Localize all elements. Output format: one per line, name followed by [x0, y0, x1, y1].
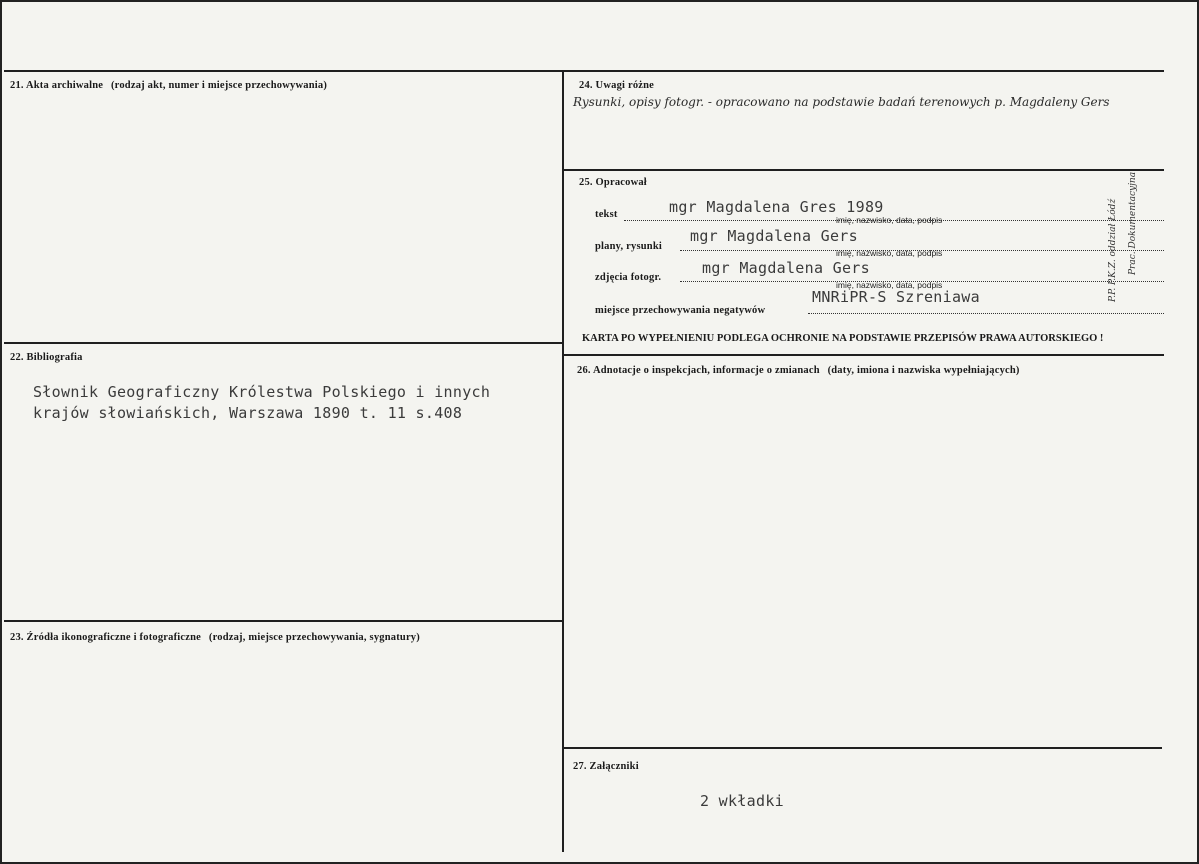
bibliography-line-1: Słownik Geograficzny Królestwa Polskiego i innych: [33, 383, 491, 401]
section-23-label: [10, 632, 420, 643]
plany-label: plany, rysunki: [595, 241, 662, 252]
zdjecia-caption: imię, nazwisko, data, podpis: [836, 280, 943, 290]
section-26-title: 26. Adnotacje o inspekcjach, informacje o zmianach: [577, 365, 820, 376]
side-note-1: P.P. P.K.Z. oddział Łódź: [1108, 198, 1118, 302]
section-21-label: [10, 80, 327, 91]
rule-24-25: [562, 169, 1164, 171]
rule-25-26: [562, 354, 1164, 356]
section-23-sublabel: (rodzaj, miejsce przechowywania, sygnatury): [208, 632, 420, 643]
top-rule: [4, 70, 1164, 72]
plany-value: mgr Magdalena Gers: [690, 227, 858, 245]
zdjecia-label: zdjęcia fotogr.: [595, 272, 662, 283]
handwritten-remarks: Rysunki, opisy fotogr. - opracowano na podstawie badań terenowych p. Magdaleny Gers: [573, 95, 1110, 109]
attachments-value: 2 wkładki: [700, 792, 784, 810]
tekst-label: tekst: [595, 209, 618, 220]
copyright-notice: KARTA PO WYPEŁNIENIU PODLEGA OCHRONIE NA PODSTAWIE PRZEPISÓW PRAWA AUTORSKIEGO !: [582, 333, 1104, 344]
section-24-label: 24. Uwagi różne: [579, 80, 655, 91]
section-25-label: 25. Opracował: [579, 177, 647, 188]
plany-caption: imię, nazwisko, data, podpis: [836, 248, 943, 258]
section-21-title: 21. Akta archiwalne: [10, 80, 104, 91]
rule-21-22: [4, 342, 564, 344]
tekst-value: mgr Magdalena Gres 1989: [669, 198, 884, 216]
bibliography-line-2: krajów słowiańskich, Warszawa 1890 t. 11 s.408: [33, 404, 463, 422]
negatywy-value: MNRiPR-S Szreniawa: [812, 288, 980, 306]
tekst-caption: imię, nazwisko, data, podpis: [836, 215, 943, 225]
negatywy-dotted-line: [808, 313, 1164, 314]
negatywy-label: miejsce przechowywania negatywów: [595, 305, 766, 316]
section-26-sublabel: (daty, imiona i nazwiska wypełniających): [827, 365, 1020, 376]
rule-22-23: [4, 620, 564, 622]
section-27-label: 27. Załączniki: [573, 761, 639, 772]
section-22-label: 22. Bibliografia: [10, 352, 83, 363]
section-26-label: [577, 365, 1020, 376]
center-divider: [562, 70, 564, 852]
rule-26-27: [562, 747, 1162, 749]
section-23-title: 23. Źródła ikonograficzne i fotograficzne: [10, 632, 202, 643]
section-21-sublabel: (rodzaj akt, numer i miejsce przechowywania): [110, 80, 328, 91]
zdjecia-value: mgr Magdalena Gers: [702, 259, 870, 277]
side-note-2: Prac. Dokumentacyjna: [1128, 171, 1138, 275]
